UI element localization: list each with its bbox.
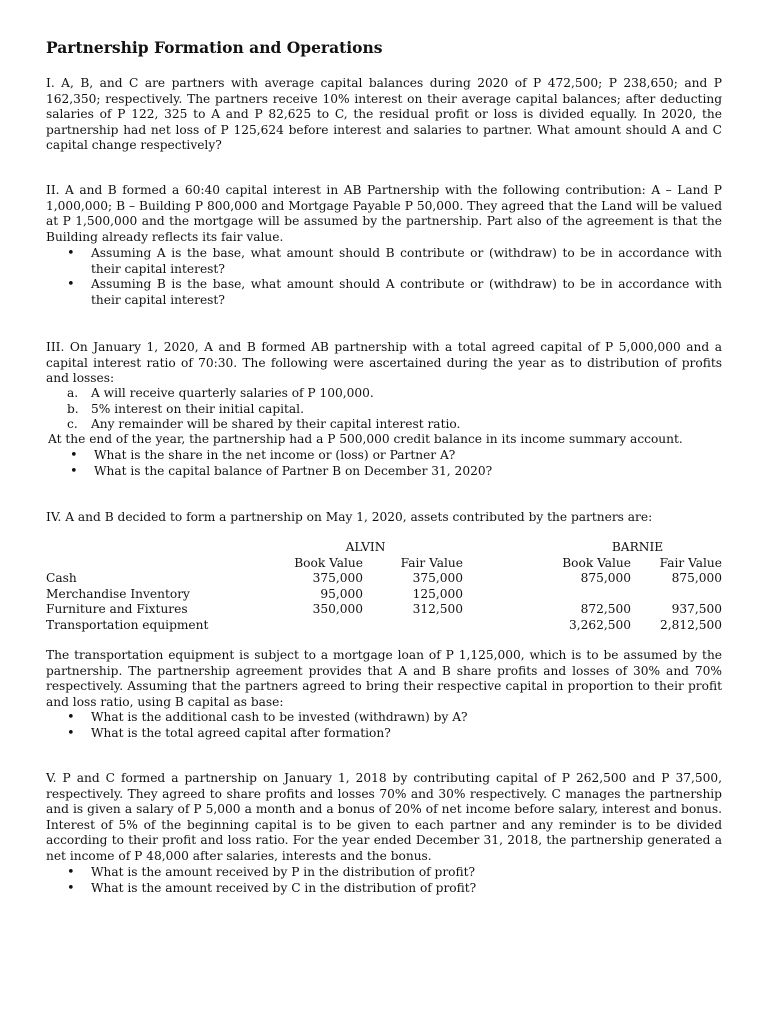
table-partner-header: [46, 540, 722, 556]
barnie-book-value: 3,262,500: [568, 617, 631, 632]
section-2-questions: [67, 246, 722, 308]
table-row: [46, 618, 722, 634]
section-4-question-1: • What is the additional cash to be invested (withdrawn) by A?: [67, 710, 722, 726]
row-label: Cash: [46, 571, 77, 586]
section-5-paragraph: V. P and C formed a partnership on January 1, 2018 by contributing capital of P 262,500 and P 37,500, respectively. They agreed to share profits and losses 70% and 30% respectively. C manages the partnership and is given a salary of P 5,000 a month and a bonus of 20% of net income before salary, interest and bonus. Interest of 5% of the beginning capital is to be given to each partner and any reminder is to be divided according to their profit and loss ratio. For the year ended December 31, 2018, the partnership generated a net income of P 48,000 after salaries, interests and the bonus.: [46, 771, 722, 863]
col-header-fair: Fair Value: [400, 555, 463, 570]
section-5-questions: [67, 865, 722, 896]
section-4-question-2: • What is the total agreed capital after formation?: [67, 726, 722, 742]
section-2-paragraph: II. A and B formed a 60:40 capital interest in AB Partnership with the following contribution: A – Land P 1,000,000; B – Building P 800,000 and Mortgage Payable P 50,000. They agreed that the Land will be valued at P 1,500,000 and the mortgage will be assumed by the partnership. Part also of the agreement is that the Building already reflects its fair value.: [46, 183, 722, 244]
section-3-questions: [70, 448, 722, 479]
barnie-book-value: 875,000: [580, 571, 631, 586]
alvin-fair-value: 375,000: [412, 571, 463, 586]
section-3-terms: [67, 386, 722, 433]
row-label: Merchandise Inventory: [46, 586, 190, 601]
partner-b-name: BARNIE: [611, 540, 664, 554]
section-2-question-2: • Assuming B is the base, what amount should A contribute or (withdraw) to be in accordance with their capital interest?: [67, 277, 722, 308]
alvin-fair-value: 312,500: [412, 602, 463, 617]
alvin-fair-value: 125,000: [412, 586, 463, 601]
term-marker: b.: [67, 401, 79, 416]
barnie-fair-value: 2,812,500: [659, 617, 722, 632]
section-1-paragraph: I. A, B, and C are partners with average capital balances during 2020 of P 472,500; P 238,650; and P 162,350; respectively. The partners receive 10% interest on their average capital balances; after deducting salaries of P 122, 325 to A and P 82,625 to C, the residual profit or loss is divided equally. In 2020, the partnership had net loss of P 125,624 before interest and salaries to partner. What amount should A and C capital change respectively?: [46, 76, 722, 153]
section-4-paragraph-2: The transportation equipment is subject to a mortgage loan of P 1,125,000, which is to be assumed by the partnership. The partnership agreement provides that A and B share profits and losses of 30% and 70% respectively. Assuming that the partners agreed to bring their respective capital in proportion to their profit and loss ratio, using B capital as base:: [46, 648, 722, 709]
term-marker: a.: [67, 386, 79, 400]
row-label: Furniture and Fixtures: [46, 602, 188, 617]
term-text: Any remainder will be shared by their capital interest ratio.: [91, 417, 461, 432]
alvin-book-value: 375,000: [312, 571, 363, 586]
col-header-book: Book Value: [562, 555, 631, 570]
section-3-term-c: [67, 417, 722, 433]
barnie-fair-value: [631, 587, 722, 603]
term-text: 5% interest on their initial capital.: [91, 401, 304, 416]
barnie-fair-value: 875,000: [671, 571, 722, 586]
barnie-book-value: 872,500: [580, 602, 631, 617]
section-3-paragraph: III. On January 1, 2020, A and B formed AB partnership with a total agreed capital of P 5,000,000 and a capital interest ratio of 70:30. The following were ascertained during the year as to distribution of profits and losses:: [46, 340, 722, 386]
table-row: [46, 571, 722, 587]
section-3-term-b: [67, 402, 722, 418]
section-4-paragraph: IV. A and B decided to form a partnership on May 1, 2020, assets contributed by the partners are:: [46, 510, 653, 524]
section-5-question-1: • What is the amount received by P in the distribution of profit?: [67, 865, 722, 881]
section-4-questions: [67, 710, 722, 741]
table-row: [46, 602, 722, 618]
section-3-question-2: • What is the capital balance of Partner B on December 31, 2020?: [70, 464, 722, 480]
col-header-book: Book Value: [294, 555, 363, 570]
alvin-fair-value: [363, 618, 463, 634]
section-5-question-2: • What is the amount received by C in the distribution of profit?: [67, 881, 722, 897]
assets-table: [46, 540, 722, 634]
barnie-book-value: [553, 587, 631, 603]
table-row: [46, 587, 722, 603]
alvin-book-value: 350,000: [312, 602, 363, 617]
alvin-book-value: 95,000: [320, 586, 363, 601]
section-2-question-1: • Assuming A is the base, what amount should B contribute or (withdraw) to be in accordance with their capital interest?: [67, 246, 722, 277]
term-text: A will receive quarterly salaries of P 100,000.: [91, 386, 374, 400]
barnie-fair-value: 937,500: [671, 602, 722, 617]
alvin-book-value: [268, 618, 363, 634]
row-label: Transportation equipment: [46, 617, 209, 632]
section-3-term-a: [67, 386, 722, 402]
col-header-fair: Fair Value: [659, 555, 722, 570]
partner-a-name: ALVIN: [345, 540, 386, 554]
section-3-closing: At the end of the year, the partnership had a P 500,000 credit balance in its income summary account.: [48, 432, 683, 446]
section-3-question-1: • What is the share in the net income or (loss) or Partner A?: [70, 448, 722, 464]
term-marker: c.: [67, 417, 78, 432]
table-column-header: [46, 556, 722, 572]
page-title: Partnership Formation and Operations: [46, 38, 383, 57]
